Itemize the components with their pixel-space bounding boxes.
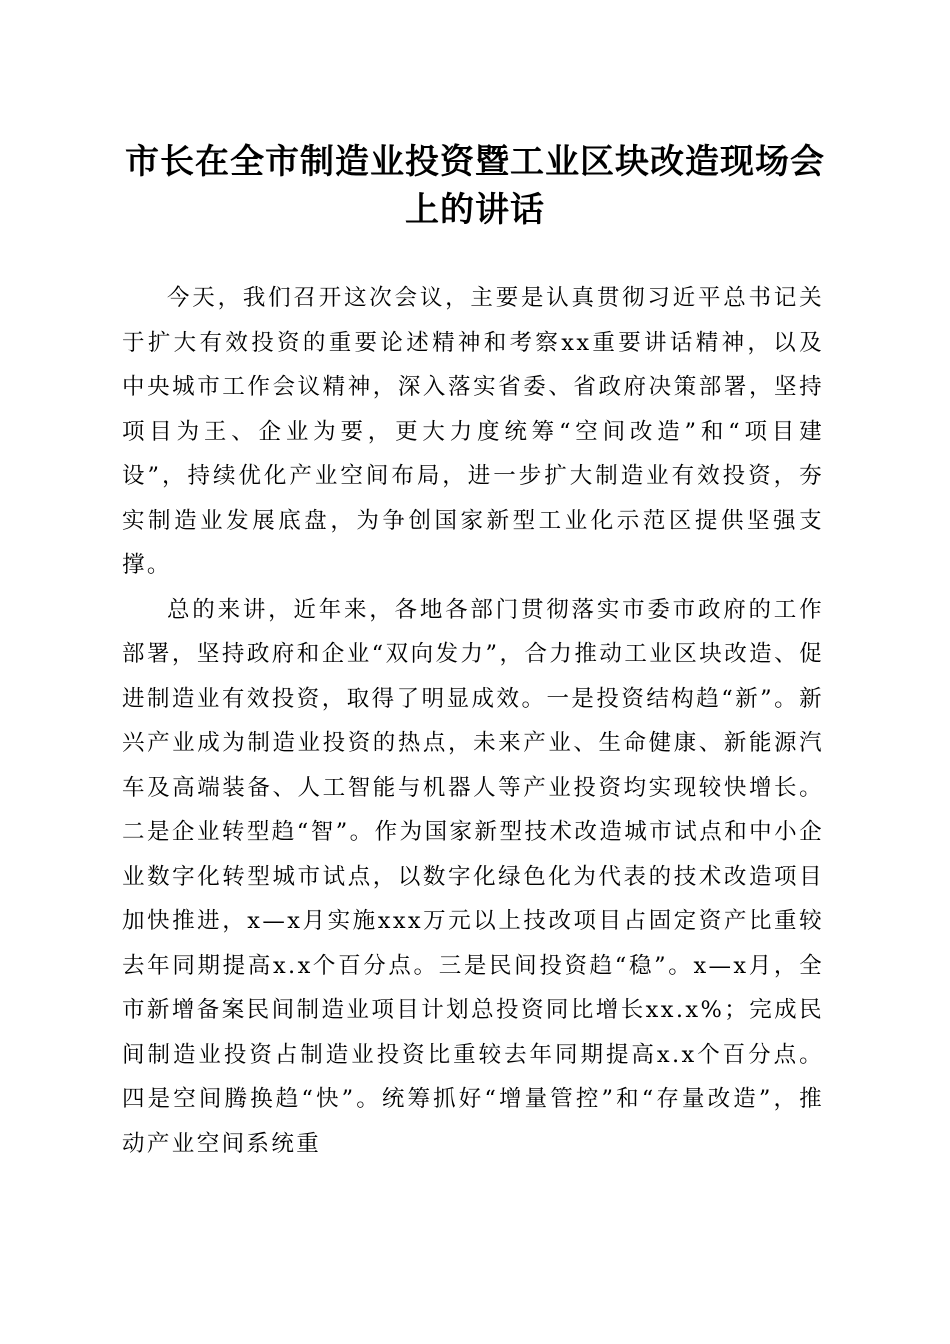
- document-body: [122, 276, 824, 1166]
- title-line-1: 市长在全市制造业投资暨工业区块改造现场会: [125, 142, 825, 182]
- paragraph-opening: 今天，我们召开这次会议，主要是认真贯彻习近平总书记关于扩大有效投资的重要论述精神和考察xx重要讲话精神，以及中央城市工作会议精神，深入落实省委、省政府决策部署，坚持项目为王、企业为要，更大力度统筹“空间改造”和“项目建设”，持续优化产业空间布局，进一步扩大制造业有效投资，夯实制造业发展底盘，为争创国家新型工业化示范区提供坚强支撑。: [122, 285, 824, 578]
- title-line-2: 上的讲话: [405, 190, 545, 230]
- document-title: [110, 138, 840, 234]
- paragraph-achievements: 总的来讲，近年来，各地各部门贯彻落实市委市政府的工作部署，坚持政府和企业“双向发力”，合力推动工业区块改造、促进制造业有效投资，取得了明显成效。一是投资结构趋“新”。新兴产业成为制造业投资的热点，未来产业、生命健康、新能源汽车及高端装备、人工智能与机器人等产业投资均实现较快增长。二是企业转型趋“智”。作为国家新型技术改造城市试点和中小企业数字化转型城市试点，以数字化绿色化为代表的技术改造项目加快推进，x—x月实施xxx万元以上技改项目占固定资产比重较去年同期提高x.x个百分点。三是民间投资趋“稳”。x—x月，全市新增备案民间制造业项目计划总投资同比增长xx.x%；完成民间制造业投资占制造业投资比重较去年同期提高x.x个百分点。四是空间腾换趋“快”。统筹抓好“增量管控”和“存量改造”，推动产业空间系统重: [122, 596, 824, 1157]
